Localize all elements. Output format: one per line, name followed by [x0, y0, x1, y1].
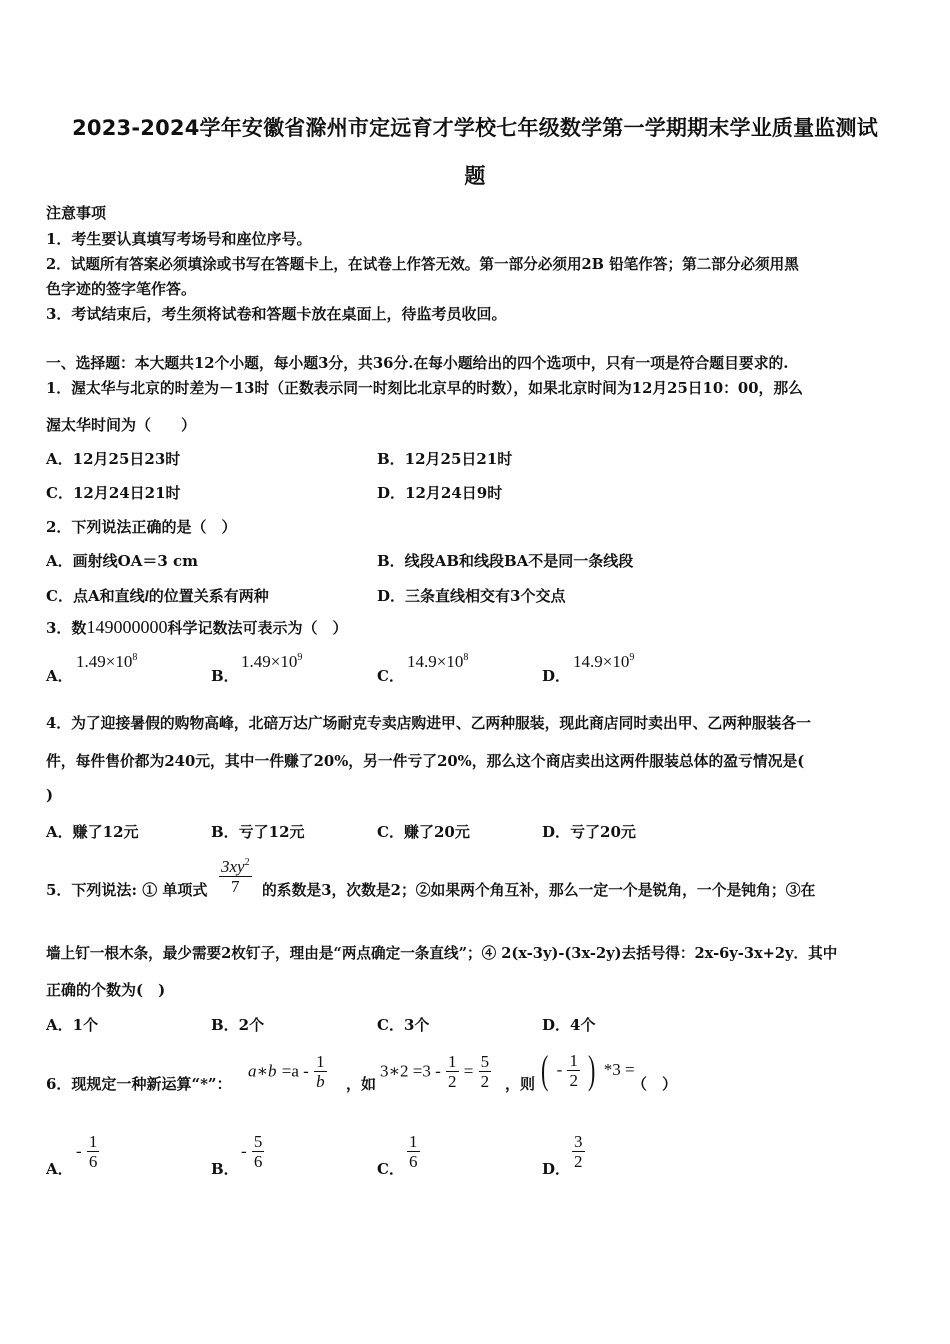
q6-example: [380, 1052, 491, 1091]
q6-expr-minus: -: [556, 1060, 563, 1079]
q6-c-numerator: 1: [409, 1132, 418, 1151]
q6-comma-1: ，如: [346, 1075, 377, 1093]
q3-option-a-label: A．: [46, 667, 73, 685]
q6-def-numerator: 1: [316, 1052, 325, 1071]
q3-d-exponent: 9: [629, 652, 635, 663]
q6-c-fraction: [407, 1132, 420, 1171]
q1-stem-line1: 1．渥太华与北京的时差为－13时（正数表示同一时刻比北京早的时数），如果北京时间为12月25日10：00，那么: [46, 380, 803, 397]
q3-d-times: ×10: [602, 652, 630, 671]
notice-item-3: 3．考试结束后，考生须将试卷和答题卡放在桌面上，待监考员收回。: [46, 305, 507, 323]
q3-c-mantissa: 14.9: [407, 652, 437, 671]
q1-option-d: D．12月24日9时: [377, 484, 503, 502]
q3-c-exponent: 8: [463, 652, 469, 663]
q6-b-numerator: 5: [253, 1132, 263, 1151]
exam-title-line1: 2023-2024学年安徽省滁州市定远育才学校七年级数学第一学期期末学业质量监测试: [72, 116, 878, 140]
q3-option-b-label: B．: [211, 667, 239, 685]
q5-option-a: A．1个: [46, 1016, 99, 1034]
q3-a-exponent: 8: [132, 652, 138, 663]
q1-stem-line2: 渥太华时间为（ ）: [46, 416, 197, 434]
q6-example-numerator-2: 5: [480, 1052, 490, 1071]
q5-fraction-numerator: [219, 853, 252, 877]
q2-option-c-var: l: [144, 589, 149, 605]
q5-fraction-denominator: 7: [231, 877, 240, 896]
q3-stem-post: 科学记数法可表示为（ ）: [167, 619, 348, 637]
q6-def-left: [248, 1062, 277, 1081]
q3-b-times: ×10: [270, 652, 298, 671]
q6-def-denominator: b: [316, 1072, 325, 1091]
notice-item-1: 1．考生要认真填写考场号和座位序号。: [46, 230, 312, 248]
q3-b-exponent: 9: [297, 652, 303, 663]
q3-d-mantissa: 14.9: [573, 652, 603, 671]
q4-option-b: B．亏了12元: [211, 823, 305, 841]
q6-example-numerator-1: 1: [448, 1052, 457, 1071]
q6-d-numerator: 3: [574, 1132, 583, 1151]
q4-stem-line3: ): [46, 786, 54, 804]
q6-d-denominator: 2: [574, 1152, 583, 1171]
q6-option-b-label: B．: [211, 1160, 239, 1178]
q6-a-numerator: 1: [88, 1132, 98, 1151]
exam-title-line2: 题: [464, 164, 486, 188]
q4-option-d: D．亏了20元: [542, 823, 636, 841]
q3-option-c-label: C．: [377, 667, 404, 685]
notice-heading: 注意事项: [46, 204, 107, 222]
q3-b-mantissa: 1.49: [241, 652, 271, 671]
q3-option-d-value: [573, 652, 634, 672]
q6-option-a-value: [76, 1132, 99, 1171]
q3-a-times: ×10: [105, 652, 133, 671]
q6-expression: [538, 1047, 635, 1092]
q6-stem-pre: 6．现规定一种新运算“*”：: [46, 1075, 232, 1093]
q6-example-fraction-1: [446, 1052, 459, 1091]
q5-fraction: [219, 853, 252, 896]
q6-def-left-text: a∗b: [248, 1061, 277, 1081]
q3-option-c-value: [407, 652, 468, 672]
q2-option-c: [46, 585, 269, 606]
q6-option-d-value: [572, 1132, 585, 1171]
q6-example-denominator-2: 2: [480, 1072, 490, 1091]
q3-option-b-value: [241, 652, 302, 672]
q2-option-a: A．画射线OA＝3 cm: [46, 552, 199, 570]
q6-b-fraction: [252, 1132, 265, 1171]
q3-option-a-value: [76, 652, 137, 672]
q5-numerator-text: 3xy: [221, 857, 245, 876]
q3-stem: [46, 617, 347, 638]
q6-option-b-value: [241, 1132, 264, 1171]
q6-right-paren: ): [588, 1047, 596, 1092]
q3-number: 149000000: [86, 617, 168, 637]
q5-option-d: D．4个: [542, 1016, 596, 1034]
q4-stem-line1: 4．为了迎接暑假的购物高峰，北碚万达广场耐克专卖店购进甲、乙两种服装，现此商店同时卖出甲、乙两种服装各一: [46, 715, 811, 732]
q6-example-fraction-2: [479, 1052, 492, 1091]
q6-a-sign: -: [76, 1141, 82, 1161]
q6-example-left: 3∗2 =3 -: [380, 1061, 441, 1081]
q5-numerator-exponent: 2: [244, 857, 250, 868]
notice-item-2: 2．试题所有答案必须填涂或书写在答题卡上，在试卷上作答无效。第一部分必须用2B 铅笔作答；第二部分必须用黑: [46, 256, 799, 273]
section-heading: 一、选择题：本大题共12个小题，每小题3分，共36分.在每小题给出的四个选项中，只有一项是符合题目要求的.: [46, 355, 789, 372]
q6-blank: （ ）: [632, 1075, 678, 1093]
q5-monomial-fraction: [219, 853, 252, 896]
q3-c-times: ×10: [436, 652, 464, 671]
q5-stem-post: 的系数是3，次数是2；②如果两个角互补，那么一定一个是锐角，一个是钝角；③在: [262, 882, 816, 899]
q6-left-paren: (: [540, 1047, 549, 1092]
q2-option-c-post: 的位置关系有两种: [148, 587, 269, 605]
q6-a-fraction: [87, 1132, 100, 1171]
q4-stem-line2: 件，每件售价都为240元，其中一件赚了20%，另一件亏了20%，那么这个商店卖出这两件服装总体的盈亏情况是(: [46, 753, 805, 770]
q6-option-d-label: D．: [542, 1160, 571, 1178]
q2-option-c-pre: C．点A和直线: [46, 587, 145, 605]
q6-def-eq: =a -: [281, 1061, 309, 1081]
q6-expr-tail: *3 =: [603, 1060, 635, 1079]
q5-option-b: B．2个: [211, 1016, 265, 1034]
q6-expr-fraction: [567, 1051, 580, 1090]
q6-expr-numerator: 1: [569, 1050, 578, 1070]
q1-option-c: C．12月24日21时: [46, 484, 181, 502]
q5-stem-line2: 墙上钉一根木条，最少需要2枚钉子，理由是“两点确定一条直线”；④ 2(x-3y)-(3x-2y)去括号得：2x-6y-3x+2y．其中: [46, 945, 838, 962]
q6-c-denominator: 6: [409, 1152, 418, 1171]
q5-option-c: C．3个: [377, 1016, 430, 1034]
q6-option-c-label: C．: [377, 1160, 404, 1178]
q2-stem: 2．下列说法正确的是（ ）: [46, 518, 237, 536]
q1-option-b: B．12月25日21时: [377, 450, 513, 468]
q2-option-d: D．三条直线相交有3个交点: [377, 587, 566, 605]
q6-b-denominator: 6: [253, 1152, 263, 1171]
q5-stem-line3: 正确的个数为( ): [46, 981, 166, 999]
q3-stem-pre: 3．数: [46, 619, 87, 637]
q4-option-c: C．赚了20元: [377, 823, 470, 841]
q3-option-d-label: D．: [542, 667, 571, 685]
q6-definition: [248, 1052, 327, 1091]
q6-expr-denominator: 2: [569, 1070, 578, 1090]
q5-stem-pre: 5．下列说法: ① 单项式: [46, 881, 208, 899]
q6-d-fraction: [572, 1132, 585, 1171]
q2-option-b: B．线段AB和线段BA不是同一条线段: [377, 552, 634, 570]
q4-option-a: A．赚了12元: [46, 823, 139, 841]
q6-option-c-value: [407, 1132, 420, 1171]
q1-option-a: A．12月25日23时: [46, 450, 181, 468]
q6-example-denominator-1: 2: [448, 1072, 457, 1091]
q6-option-a-label: A．: [46, 1160, 73, 1178]
q6-example-eq: =: [463, 1061, 474, 1081]
q3-a-mantissa: 1.49: [76, 652, 106, 671]
q6-def-fraction: [314, 1052, 327, 1091]
notice-item-2-cont: 色字迹的签字笔作答。: [46, 280, 197, 298]
q6-a-denominator: 6: [88, 1152, 98, 1171]
q6-b-sign: -: [241, 1141, 247, 1161]
q6-comma-2: ，则: [505, 1075, 536, 1093]
